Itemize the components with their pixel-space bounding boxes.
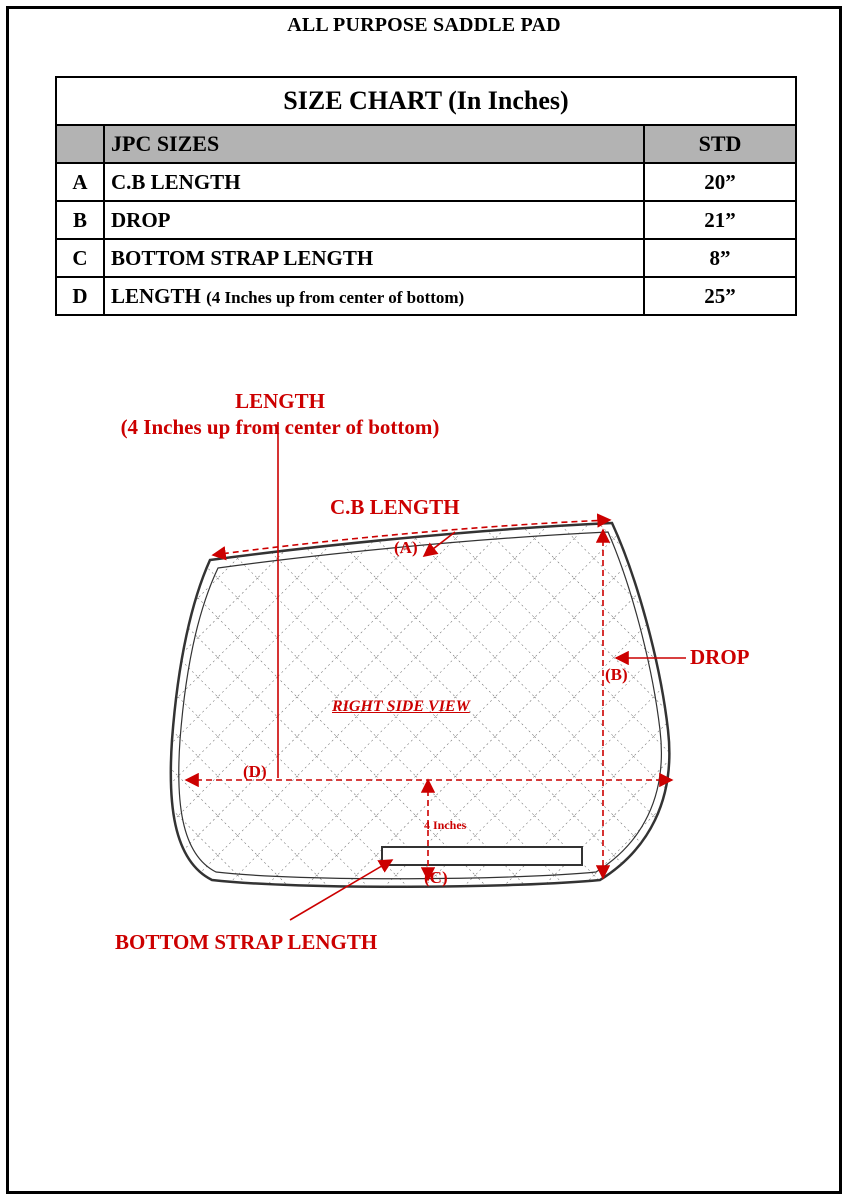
marker-d: (D) [243, 762, 267, 781]
table-row [56, 239, 796, 277]
saddle-pad-diagram [0, 360, 848, 980]
table-row [56, 163, 796, 201]
column-header-letter [56, 125, 104, 163]
label-right-side-view: RIGHT SIDE VIEW [332, 698, 470, 715]
row-letter: A [56, 163, 104, 201]
row-name-text: LENGTH [111, 283, 207, 308]
size-chart-table [55, 76, 797, 316]
row-letter: C [56, 239, 104, 277]
column-header-sizes: JPC SIZES [104, 125, 644, 163]
table-row [56, 277, 796, 315]
row-name [104, 277, 644, 315]
row-value: 8” [644, 239, 796, 277]
page-title: ALL PURPOSE SADDLE PAD [287, 14, 561, 36]
row-name: C.B LENGTH [104, 163, 644, 201]
row-value: 21” [644, 201, 796, 239]
row-letter: B [56, 201, 104, 239]
label-length [60, 388, 500, 441]
marker-b: (B) [605, 665, 628, 684]
row-letter: D [56, 277, 104, 315]
size-chart-title: SIZE CHART (In Inches) [56, 77, 796, 125]
column-header-std: STD [644, 125, 796, 163]
row-name-note: (4 Inches up from center of bottom) [206, 287, 465, 307]
label-length-line1: LENGTH [235, 389, 325, 413]
label-length-line2: (4 Inches up from center of bottom) [120, 415, 440, 440]
label-cb-length: C.B LENGTH [330, 495, 460, 519]
marker-c: (C) [424, 868, 448, 887]
table-header-row [56, 77, 796, 125]
marker-a: (A) [394, 538, 418, 557]
bottom-strap [382, 847, 582, 865]
row-value: 25” [644, 277, 796, 315]
label-four-inches: 4 Inches [424, 818, 467, 832]
row-name: BOTTOM STRAP LENGTH [104, 239, 644, 277]
row-value: 20” [644, 163, 796, 201]
table-row [56, 201, 796, 239]
table-column-header-row [56, 125, 796, 163]
label-drop: DROP [690, 645, 750, 669]
label-bottom-strap-length: BOTTOM STRAP LENGTH [115, 930, 378, 954]
row-name: DROP [104, 201, 644, 239]
